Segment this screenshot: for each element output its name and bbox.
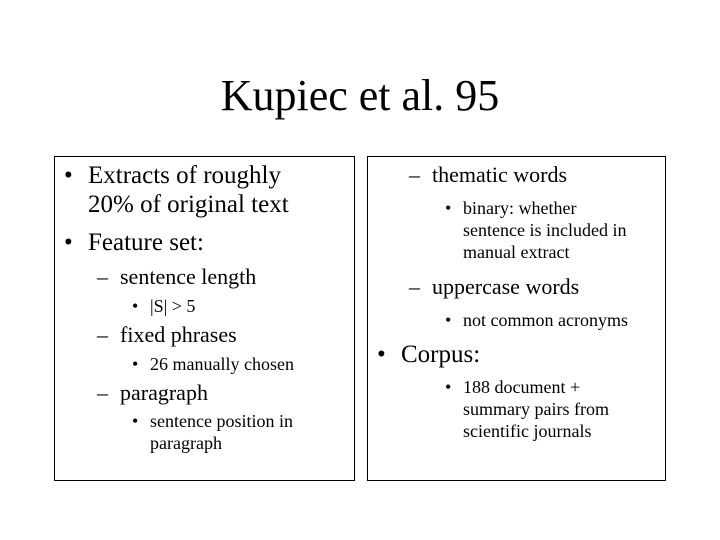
bullet-marker: • [64, 229, 73, 256]
bullet-marker: • [132, 354, 139, 374]
sub-sentence-length-text: sentence length [120, 264, 257, 289]
bullet-marker: • [445, 198, 452, 218]
bullet-marker: • [64, 162, 73, 189]
subsub-s-gt-5 [132, 295, 352, 317]
subsub-sentence-position [132, 410, 352, 454]
bullet-corpus-text: Corpus: [401, 341, 481, 368]
sub-sentence-length [97, 264, 352, 290]
slide-title: Kupiec et al. 95 [220, 71, 500, 120]
bullet-marker: • [445, 377, 452, 397]
bullet-feature-set-text: Feature set: [88, 229, 204, 256]
subsub-188-line3: scientific journals [463, 421, 592, 441]
dash-marker: – [97, 322, 108, 347]
subsub-binary-whether [445, 197, 663, 263]
subsub-sentence-position-line2: paragraph [150, 433, 222, 453]
sub-thematic-words-text: thematic words [432, 162, 568, 187]
sub-paragraph [97, 380, 352, 406]
subsub-s-gt-5-text: |S| > 5 [150, 296, 196, 316]
subsub-sentence-position-line1: sentence position in [150, 411, 293, 431]
subsub-not-common-acronyms-text: not common acronyms [463, 310, 628, 330]
subsub-188-line1: 188 document + [463, 377, 581, 397]
bullet-extracts-line2: 20% of original text [88, 191, 289, 218]
bullet-marker: • [132, 411, 139, 431]
subsub-188-document [445, 376, 663, 442]
subsub-binary-line3: manual extract [463, 242, 570, 262]
bullet-corpus [377, 340, 662, 369]
subsub-not-common-acronyms [445, 309, 663, 331]
subsub-26-manually-chosen [132, 353, 352, 375]
bullet-extracts-line1: Extracts of roughly [88, 162, 282, 189]
bullet-marker: • [377, 341, 386, 368]
subsub-binary-line1: binary: whether [463, 198, 577, 218]
bullet-marker: • [445, 310, 452, 330]
dash-marker: – [97, 380, 108, 405]
dash-marker: – [409, 162, 420, 187]
bullet-marker: • [132, 296, 139, 316]
bullet-feature-set [64, 228, 354, 257]
subsub-binary-line2: sentence is included in [463, 220, 627, 240]
subsub-26-manually-chosen-text: 26 manually chosen [150, 354, 294, 374]
bullet-extracts [64, 161, 354, 219]
subsub-188-line2: summary pairs from [463, 399, 609, 419]
dash-marker: – [409, 274, 420, 299]
sub-fixed-phrases [97, 322, 352, 348]
sub-thematic-words [409, 162, 664, 188]
sub-fixed-phrases-text: fixed phrases [120, 322, 237, 347]
sub-uppercase-words [409, 274, 664, 300]
sub-uppercase-words-text: uppercase words [432, 274, 580, 299]
dash-marker: – [97, 264, 108, 289]
sub-paragraph-text: paragraph [120, 380, 208, 405]
